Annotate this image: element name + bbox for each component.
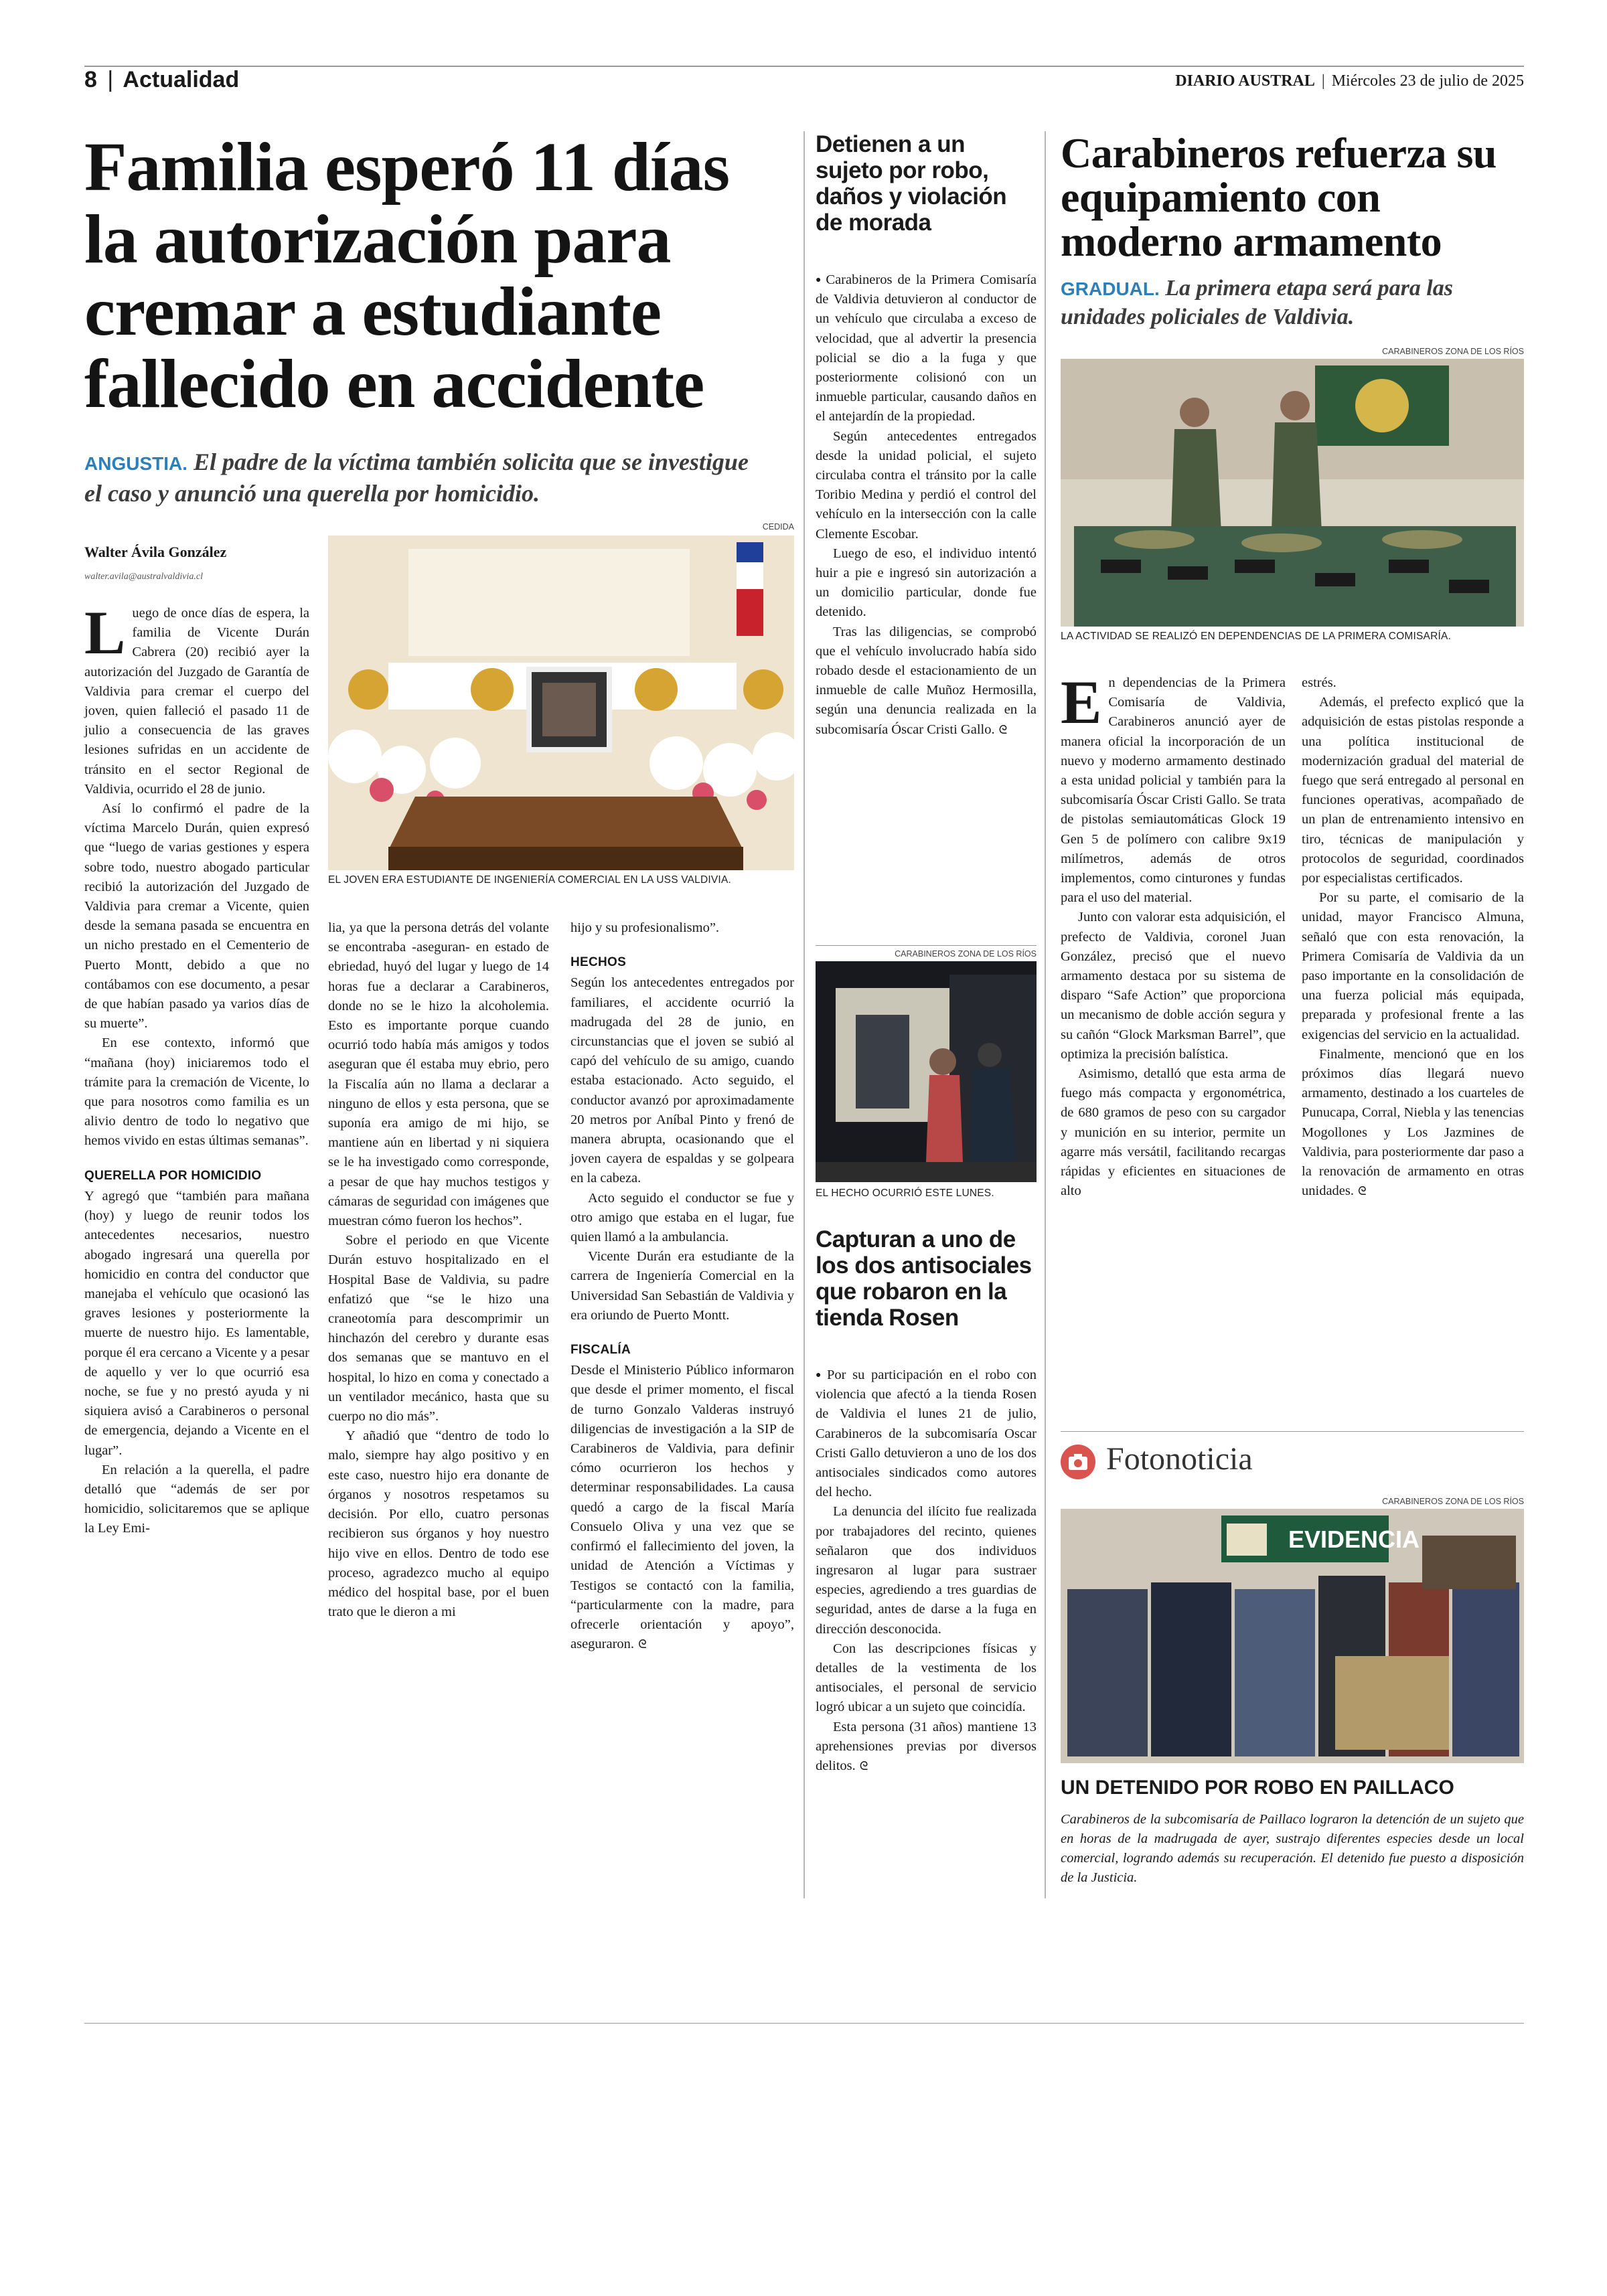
brief2-photo [816, 961, 1037, 1182]
right-para-5: Además, el prefecto explicó que la adquisición de estas pistolas responde a una política institucional de modernización gradual del material de fuego que será entregado al personal en funciones operativas, acompañado de un plan de entrenamiento intensivo en tiro, técnicas de manipulación y protocolos de seguridad, coordinados por especialistas certificados. [1302, 695, 1524, 886]
brief2-photo-caption: EL HECHO OCURRIÓ ESTE LUNES. [816, 1187, 994, 1199]
right-para-1: n dependencias de la Primera Comisaría de Valdivia, Carabineros anunció ayer de manera oficial la incorporación de un nuevo y moderno armamento destinado a esta unidad policial y también para la subcomisaría Óscar Cristi Gallo. Se trata de pistolas semiautomáticas Glock 19 Gen 5 de polímero con calibre 9x19 milímetros, además de otros implementos, como cinturones y fundas para el uso del material. [1061, 675, 1286, 906]
brief1-body [816, 270, 1037, 740]
brief1-title: Detienen a un sujeto por robo, daños y violación de morada [816, 131, 1007, 236]
right-photo-caption: LA ACTIVIDAD SE REALIZÓ EN DEPENDENCIAS DE LA PRIMERA COMISARÍA. [1061, 631, 1452, 642]
right-para-4: estrés. [1302, 675, 1336, 690]
fotonoticia-title: UN DETENIDO POR ROBO EN PAILLACO [1061, 1777, 1454, 1799]
right-para-7: Finalmente, mencionó que en los próximos días llegará nuevo armamento, destinado a los cuarteles de Punucapa, Corral, Niebla y las tenencias Mogollones y Los Jazmines de Valdivia, para posteriormente dar paso a la renovación de armamento en otras unidades. ᘓ [1302, 1046, 1524, 1199]
right-photo [1061, 359, 1524, 627]
main-headline: Familia esperó 11 días la autorización para cremar a estudiante fallecido en accidente [84, 129, 730, 423]
evidence-clothes-image [1061, 1509, 1524, 1763]
brief2-title: Capturan a uno de los dos antisociales que robaron en la tienda Rosen [816, 1226, 1032, 1331]
column-divider [1045, 131, 1046, 1898]
evidence-sign: EVIDENCIA [1288, 1526, 1420, 1553]
end-mark: ᘓ [998, 722, 1008, 736]
column-divider [804, 131, 805, 1898]
fotonoticia-photo [1061, 1509, 1524, 1763]
right-dropcap: E [1061, 668, 1102, 736]
main-subheading-querella: QUERELLA POR HOMICIDIO [84, 1168, 262, 1183]
right-kicker: GRADUAL. [1061, 278, 1160, 299]
issue-date: Miércoles 23 de julio de 2025 [1331, 72, 1524, 90]
right-para-2: Junto con valorar esta adquisición, el prefecto de Valdivia, coronel Juan González, precisó que el nuevo armamento destaca por su sistema de disparo “Safe Action” que proporciona un mecanismo de doble acción segura y su cañón “Glock Marksman Barrel”, que optimiza la precisión balística. [1061, 910, 1286, 1062]
main-column-3 [570, 918, 794, 1654]
right-photo-credit: CARABINEROS ZONA DE LOS RÍOS [1382, 347, 1524, 356]
main-subhead-text: El padre de la víctima también solicita que se investigue el caso y anunció una querella por homicidio. [84, 448, 749, 507]
fotonoticia-label: Fotonoticia [1106, 1441, 1253, 1477]
main-photo-caption: EL JOVEN ERA ESTUDIANTE DE INGENIERÍA COMERCIAL EN LA USS VALDIVIA. [328, 874, 731, 886]
main-column-2 [328, 918, 549, 1622]
police-weapons-image [1061, 359, 1524, 627]
page-number: 8 [84, 67, 97, 92]
night-arrest-image [816, 961, 1037, 1182]
funeral-altar-image [328, 536, 794, 870]
brief2-top-rule [816, 945, 1037, 946]
brief1-para-4: Tras las diligencias, se comprobó que el vehículo involucrado había sido robado desde el estacionamiento de un inmueble de calle Muñoz Hermosilla, según una denuncia realizada en la subcomisaría Óscar Cristi Gallo. ᘓ [816, 624, 1037, 737]
right-subhead-text: La primera etapa será para las unidades policiales de Valdivia. [1061, 276, 1453, 329]
dateline: DIARIO AUSTRAL | Miércoles 23 de julio de 2025 [1175, 72, 1524, 90]
fotonoticia-photo-credit: CARABINEROS ZONA DE LOS RÍOS [1382, 1497, 1524, 1506]
main-para-12: Vicente Durán era estudiante de la carrera de Ingeniería Comercial en la Universidad San Sebastián de Valdivia y era oriundo de Puerto Montt. [570, 1249, 794, 1323]
main-dropcap: L [84, 598, 126, 667]
right-para-6: Por su parte, el comisario de la unidad, mayor Francisco Almuna, señaló que con esta renovación, la Primera Comisaría de Valdivia da un paso importante en la consolidación de una fuerza policial más equipada, preparada y profesional frente a las exigencias del servicio en la actualidad. [1302, 890, 1524, 1042]
main-para-1: uego de once días de espera, la familia de Vicente Durán Cabrera (20) recibió ayer la autorización del Juzgado de Garantía de Valdivia para cremar el cuerpo del joven, quien falleció el pasado 11 de julio a consecuencia de las graves lesiones sufridas en un accidente de tránsito en el sector Regional de Valdivia, ocurrido el 28 de junio. [84, 606, 309, 797]
header-top-rule [84, 66, 1524, 67]
brief2-photo-credit: CARABINEROS ZONA DE LOS RÍOS [895, 949, 1037, 959]
main-para-6: lia, ya que la persona detrás del volante se encontraba -aseguran- en estado de ebriedad, huyó del lugar y luego de 14 horas fue a declarar a Carabineros, donde no se le hizo la alcoholemia. Esto es importante porque cuando ocurrió todo había más amigos y todos aseguran que él estaba muy ebrio, pero la Fiscalía aún no llama a declarar a ninguno de ellos y esta persona, que se suponía era amigo de mi hijo, se mantiene aún en libertad y ni siquiera se le ha investigado como corresponde, a pesar de que hay muchos testigos y cámaras de seguridad con imágenes que muestran cómo fueron los hechos”. [328, 920, 549, 1229]
fotonoticia-top-rule [1061, 1431, 1524, 1432]
main-para-9: hijo y su profesionalismo”. [570, 920, 720, 935]
brief2-para-1: ● Por su participación en el robo con violencia que afectó a la tienda Rosen de Valdivia el lunes 21 de julio, Carabineros de la subcomisaría Oscar Cristi Gallo detuvieron a uno de los dos antisociales sindicados como autores del hecho. [816, 1366, 1037, 1502]
main-para-4: Y agregó que “también para mañana (hoy) y luego de reunir todos los antecedentes necesarios, nuestro abogado ingresará una querella por homicidio en contra del conductor que manejaba el vehículo que ocasionó las graves lesiones y posteriormente la muerte de nuestro hijo. Es lamentable, porque él era cercano a Vicente y a pesar de aquello y ver lo que ocurrió esa noche, se fue y no prestó ayuda y ni siquiera avisó a Carabineros o personal de emergencia, dejando a Vicente en el lugar”. [84, 1188, 309, 1458]
author-email: walter.avila@australvaldivia.cl [84, 572, 203, 582]
section-name: Actualidad [123, 67, 240, 92]
brief1-para-1: ● Carabineros de la Primera Comisaría de Valdivia detuvieron al conductor de un vehículo que circulaba a exceso de velocidad, que al advertir la presencia policial se dio a la fuga y que posteriormente colisionó con un inmueble particular, causando daños en el antejardín de la propiedad. [816, 270, 1037, 427]
camera-icon [1061, 1445, 1095, 1479]
main-para-2: Así lo confirmó el padre de la víctima Marcelo Durán, quien expresó que “luego de varias gestiones y espera sobre todo, nuestro abogado particular recibió la autorización del Juzgado de Valdivia para cremar a Vicente, quien desde la semana pasada se encuentra en un nicho prestado en el Cementerio de Puerto Montt, debido a que no contábamos con ese documento, a pesar de que habían pasado ya varios días de su muerte”. [84, 801, 309, 1032]
right-subhead [1061, 274, 1529, 331]
fotonoticia-text: Carabineros de la subcomisaría de Paillaco lograron la detención de un sujeto que en horas de la madrugada de ayer, sustrajo diferentes especies desde un local comercial, logrando además su recuperación. El detenido fue puesto a disposición de la Justicia. [1061, 1812, 1524, 1885]
main-subheading-fiscalia: FISCALÍA [570, 1343, 631, 1358]
main-subheading-hechos: HECHOS [570, 955, 627, 970]
right-column-2 [1302, 673, 1524, 1201]
right-lead-paragraph [1061, 668, 1286, 908]
right-para-3: Asimismo, detalló que esta arma de fuego más compacta y ergonométrica, de 680 gramos de peso con su cargador y munición en su interior, permite un agarre más versátil, facilitando recargas rápidas y eficientes en situaciones de alto [1061, 1066, 1286, 1199]
main-photo-credit: CEDIDA [762, 522, 794, 531]
main-subhead [84, 447, 754, 508]
brief2-body [816, 1366, 1037, 1776]
brief2-para-2: La denuncia del ilícito fue realizada por trabajadores del recinto, quienes señalaron que dos individuos ingresaron al lugar para sustraer especies, agrediendo a tres guardias de seguridad, antes de darse a la fuga en dirección desconocida. [816, 1504, 1037, 1637]
page-bottom-rule [84, 2023, 1524, 2024]
paper-name: DIARIO AUSTRAL [1175, 72, 1315, 90]
fotonoticia-header [1061, 1439, 1524, 1486]
page-folio: 8 | Actualidad [84, 67, 240, 92]
main-kicker: ANGUSTIA. [84, 453, 187, 474]
main-para-5: En relación a la querella, el padre detalló que “además de ser por homicidio, solicitaremos que se aplique la Ley Emi- [84, 1462, 309, 1536]
right-headline: Carabineros refuerza su equipamiento con moderno armamento [1061, 129, 1497, 265]
brief1-para-2: Según antecedentes entregados desde la unidad policial, el sujeto circulaba contra el tránsito por la calle Toribio Medina y perdió el control del vehículo en la intersección con la calle Clemente Escobar. [816, 428, 1037, 542]
brief1-para-3: Luego de eso, el individuo intentó huir a pie e ingresó sin autorización a un domicilio particular, donde fue detenido. [816, 546, 1037, 620]
end-mark: ᘓ [638, 1637, 647, 1651]
main-column-1 [84, 598, 309, 1539]
main-lead-paragraph [84, 598, 309, 799]
brief2-para-3: Con las descripciones físicas y detalles de la vestimenta de los antisociales, el personal de servicio logró ubicar a un sujeto que coincidía. [816, 1641, 1037, 1715]
main-para-10: Según los antecedentes entregados por familiares, el accidente ocurrió la madrugada del 28 de junio, en circunstancias que el joven se subió al capó del vehículo de su amigo, cuando estaba estacionado. Acto seguido, el conductor avanzó por aproximadamente 20 metros por Aníbal Pinto y frenó de manera abrupta, ocasionando que el joven cayera de espaldas y se golpeara en la cabeza. [570, 975, 794, 1186]
main-para-8: Y añadió que “dentro de todo lo malo, siempre hay algo positivo y en este caso, nuestro hijo era donante de órganos y nosotros respetamos su decisión. Por ello, cuatro personas recibieron sus órganos y hoy nuestro hijo vive en ellos. Dentro de todo ese proceso, agradezco mucho al equipo médico del hospital base, por el buen trato que le dieron a mi [328, 1428, 549, 1620]
main-para-11: Acto seguido el conductor se fue y otro amigo que estaba en el lugar, fue quien llamó a la ambulancia. [570, 1190, 794, 1245]
main-photo [328, 536, 794, 870]
author-byline: Walter Ávila González [84, 544, 227, 560]
brief2-para-4: Esta persona (31 años) mantiene 13 aprehensiones previas por diversos delitos. ᘓ [816, 1719, 1037, 1774]
end-mark: ᘓ [859, 1759, 868, 1773]
main-para-3: En ese contexto, informó que “mañana (hoy) iniciaremos todo el trámite para la cremación de Vicente, lo que para nosotros como familia es un alivio dentro de todo lo negativo que hemos vivido en estas últimas semanas”. [84, 1036, 309, 1149]
right-column-1 [1061, 668, 1286, 1201]
main-para-7: Sobre el periodo en que Vicente Durán estuvo hospitalizado en el Hospital Base de Valdivia, su padre enfatizó que “se le hizo una craneotomía para descomprimir un hinchazón del cerebro y durante esas dos semanas que se mantuvo en el hospital, lo hizo en coma y conectado a un ventilador mecánico, hasta que su cuerpo no dio más”. [328, 1233, 549, 1424]
main-para-13: Desde el Ministerio Público informaron que desde el primer momento, el fiscal de turno Gonzalo Valderas instruyó diligencias de investigación a la SIP de Carabineros de Valdivia, para definir cómo ocurrieron los hechos y determinar responsabilidades. La causa quedó a cargo de la fiscal María Consuelo Oliva y una vez que se confirmó el fallecimiento del joven, la unidad de Atención a Víctimas y Testigos se contactó con la familia, “particularmente con la madre, para ofrecerle orientación y apoyo”, aseguraron. ᘓ [570, 1363, 794, 1652]
end-mark: ᘓ [1358, 1184, 1367, 1198]
